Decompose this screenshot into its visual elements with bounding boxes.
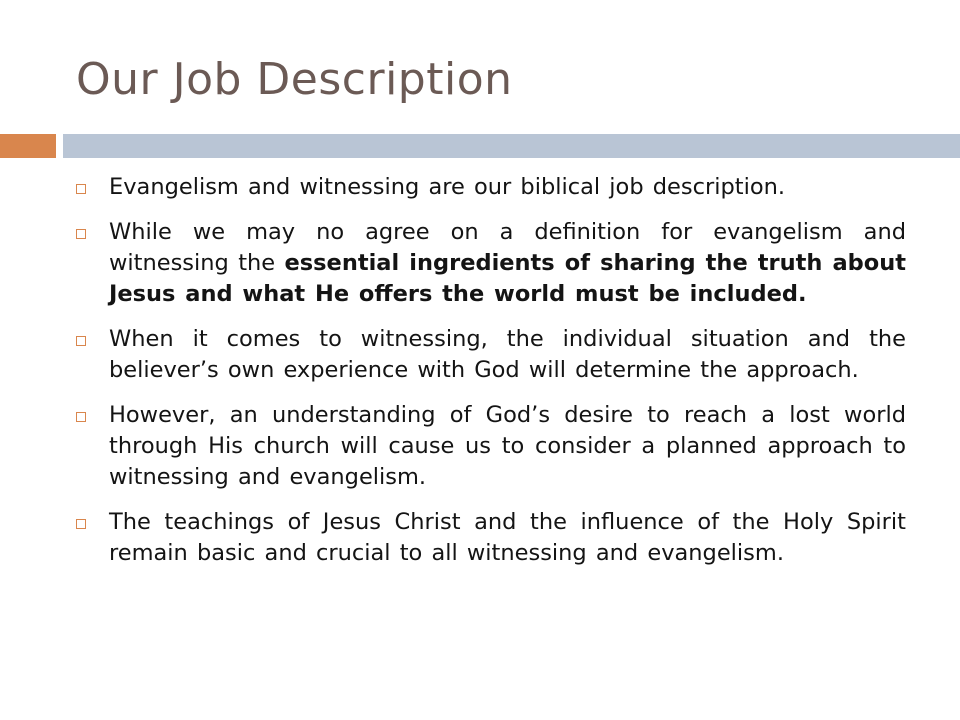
bullet-item (76, 217, 906, 310)
square-bullet-icon (76, 336, 86, 346)
square-bullet-icon (76, 412, 86, 422)
bullet-text-bold: essential ingredients of sharing the truth about Jesus and what He offers the world must be included. (109, 250, 907, 307)
bullet-text: The teachings of Jesus Christ and the influence of the Holy Spirit remain basic and crucial to all witnessing and evangelism. (109, 509, 906, 566)
square-bullet-icon (76, 184, 86, 194)
accent-bar-right (63, 134, 960, 158)
bullet-item (76, 172, 906, 203)
bullet-text: However, an understanding of God’s desire to reach a lost world through His church will cause us to consider a planned approach to witnessing and evangelism. (109, 402, 906, 490)
bullet-item (76, 400, 906, 493)
square-bullet-icon (76, 229, 86, 239)
bullet-item (76, 507, 906, 569)
square-bullet-icon (76, 519, 86, 529)
bullet-text: When it comes to witnessing, the individual situation and the believer’s own experience with God will determine the approach. (109, 326, 906, 383)
slide-title: Our Job Description (76, 54, 513, 105)
bullet-list (76, 172, 906, 583)
bullet-item (76, 324, 906, 386)
accent-bar-left (0, 134, 56, 158)
bullet-text: Evangelism and witnessing are our biblical job description. (109, 174, 786, 200)
bullet-text: While we may no agree on a definition for evangelism and witnessing the (109, 219, 906, 276)
